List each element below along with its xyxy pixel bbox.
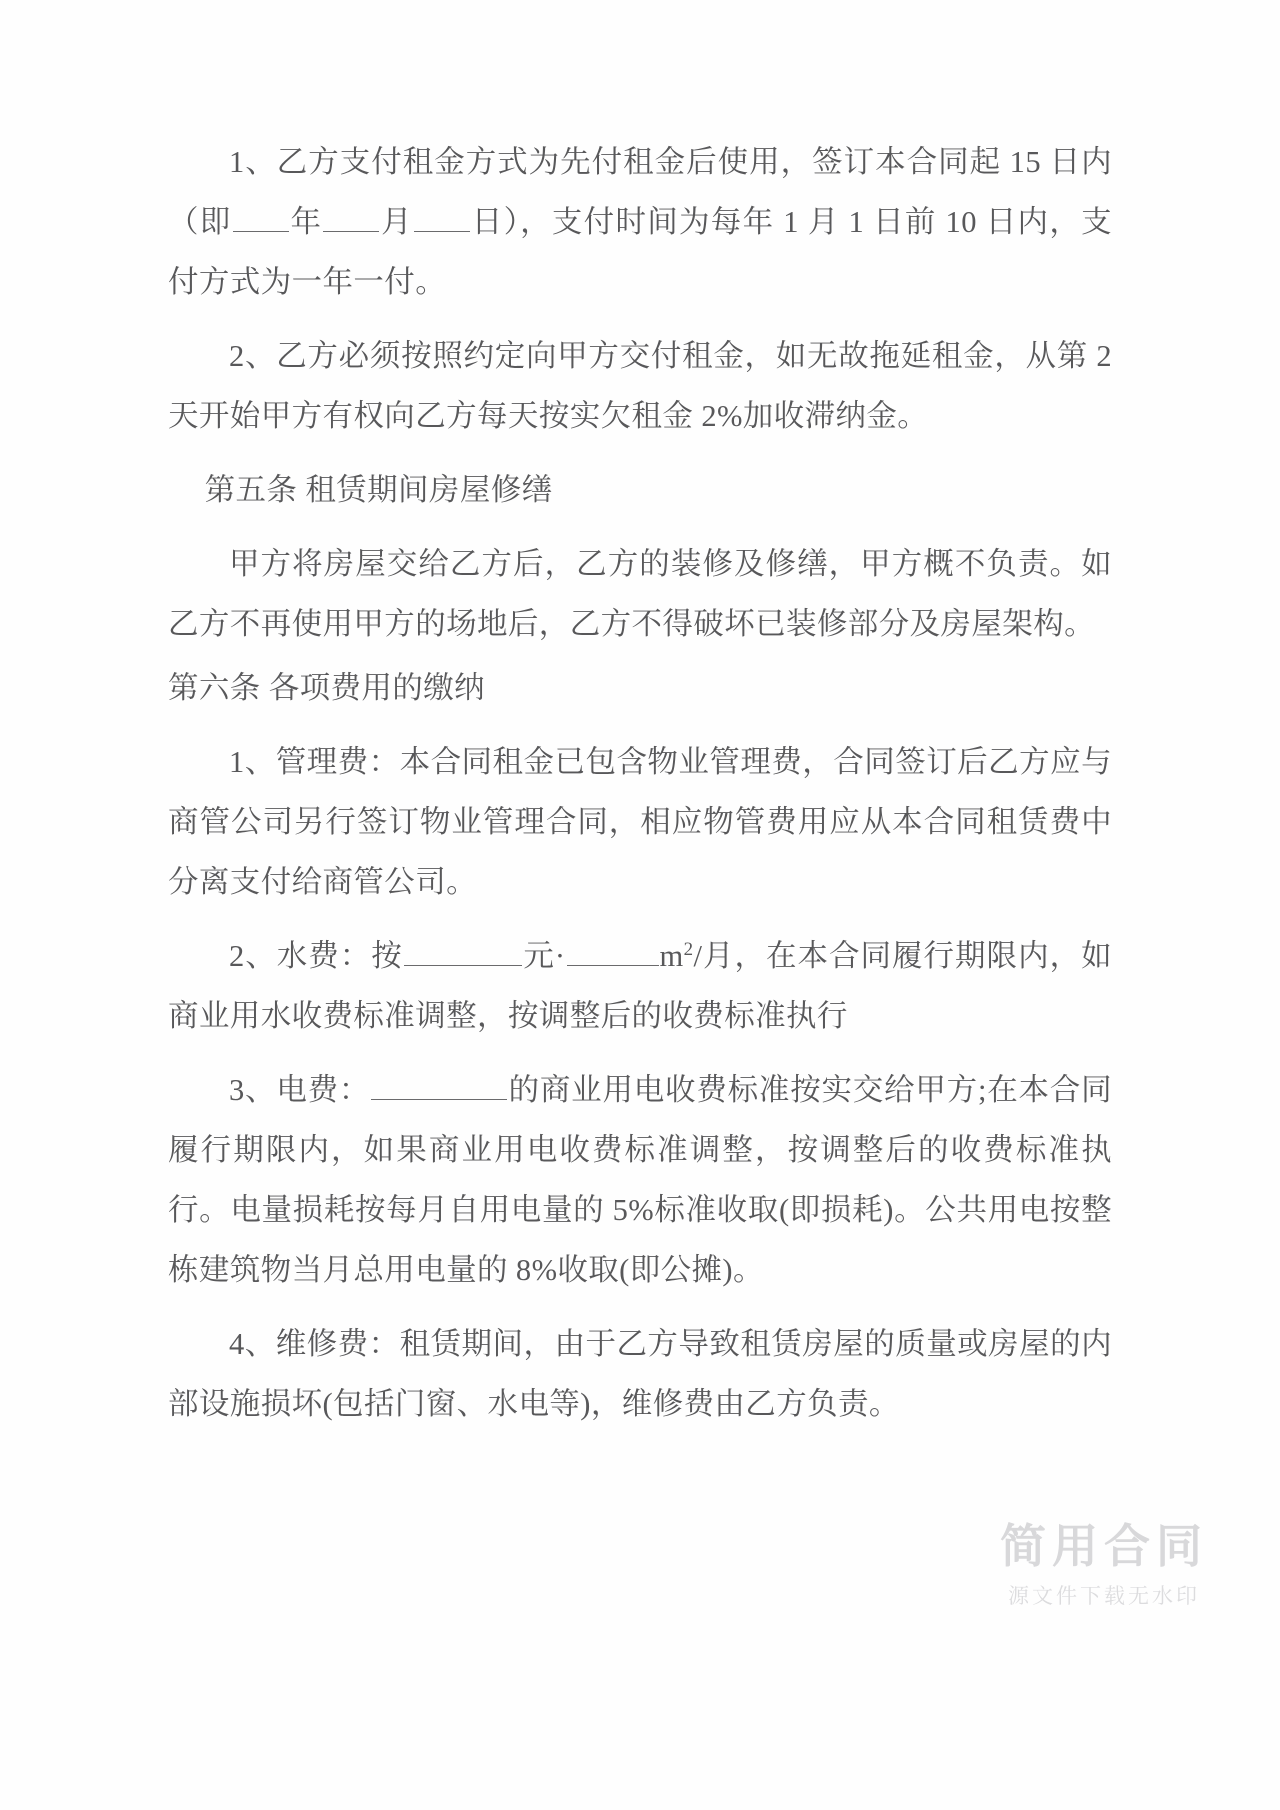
fill-in-blank [371, 1067, 507, 1100]
watermark-subtitle: 源文件下载无水印 [1008, 1584, 1200, 1608]
document-body [168, 132, 1112, 1448]
clause6-item4: 4、维修费：租赁期间，由于乙方导致租赁房屋的质量或房屋的内部设施损坏(包括门窗、水电等)，维修费由乙方负责。 [168, 1327, 1112, 1421]
clause6-item1: 1、管理费：本合同租金已包含物业管理费，合同签订后乙方应与商管公司另行签订物业管理合同，相应物管费用应从本合同租赁费中分离支付给商管公司。 [168, 745, 1112, 899]
fill-in-blank [414, 199, 470, 232]
fill-in-blank [233, 199, 289, 232]
clause6-item3: 3、电费： 的商业用电收费标准按实交给甲方;在本合同履行期限内，如果商业用电收费标准调整，按调整后的收费标准执行。电量损耗按每月自用电量的 5%标准收取(即损耗)。公共用电按整栋建筑物当月总用电量的 8%收取(即公摊)。 [168, 1060, 1112, 1300]
fill-in-blank [404, 933, 522, 966]
fill-in-blank [323, 199, 379, 232]
clause6-heading: 第六条 各项费用的缴纳 [168, 671, 486, 705]
superscript: 2 [683, 938, 694, 960]
clause4-item1: 1、乙方支付租金方式为先付租金后使用，签订本合同起 15 日内（即 年 月 日），支付时间为每年 1 月 1 日前 10 日内，支付方式为一年一付。 [168, 145, 1112, 299]
clause5-body: 甲方将房屋交给乙方后，乙方的装修及修缮，甲方概不负责。如乙方不再使用甲方的场地后，乙方不得破坏已装修部分及房屋架构。 [168, 547, 1112, 641]
watermark-title: 简用合同 [1000, 1519, 1208, 1574]
clause4-item2: 2、乙方必须按照约定向甲方交付租金，如无故拖延租金，从第 2 天开始甲方有权向乙方每天按实欠租金 2%加收滞纳金。 [168, 339, 1112, 433]
watermark [1000, 1521, 1208, 1610]
fill-in-blank [567, 933, 659, 966]
clause5-heading: 第五条 租赁期间房屋修缮 [204, 473, 553, 507]
clause6-item2: 2、水费：按 元· $m^2/$月，在本合同履行期限内，如商业用水收费标准调整，按调整后的收费标准执行 [168, 926, 1112, 1046]
